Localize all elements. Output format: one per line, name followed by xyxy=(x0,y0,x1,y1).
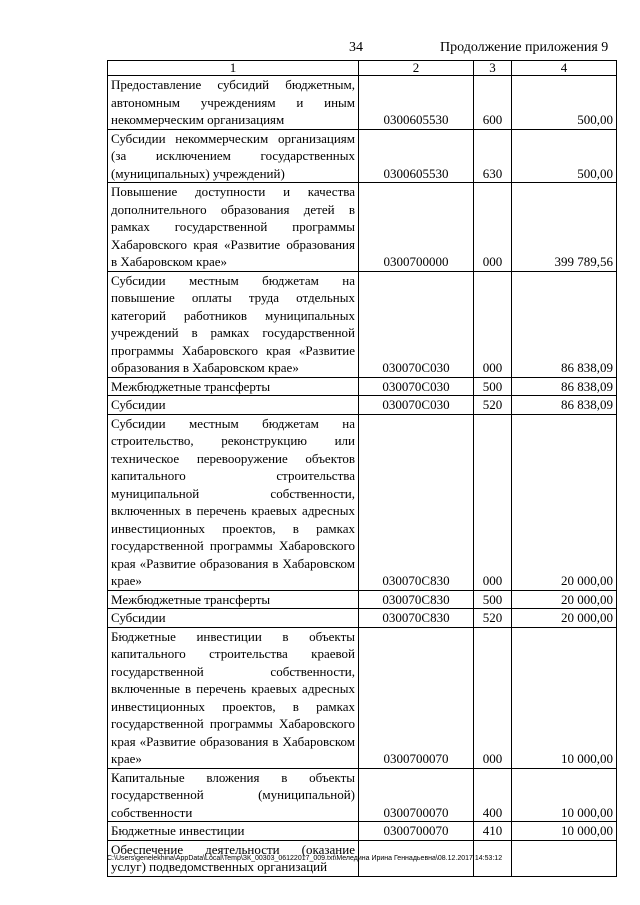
row-target-code-cell: 0300605530 xyxy=(359,129,474,183)
row-amount-cell: 500,00 xyxy=(512,76,617,130)
row-target-code-cell: 030070С830 xyxy=(359,609,474,628)
row-target-code-cell: 0300700070 xyxy=(359,768,474,822)
row-target-code-cell: 030070С030 xyxy=(359,271,474,377)
row-expense-type-cell: 500 xyxy=(474,590,512,609)
row-name-cell: Капитальные вложения в объекты государственной (муниципальной) собственности xyxy=(108,768,359,822)
row-expense-type-cell: 500 xyxy=(474,377,512,396)
row-target-code-cell: 030070С030 xyxy=(359,377,474,396)
column-header: 2 xyxy=(359,61,474,76)
row-amount-cell: 20 000,00 xyxy=(512,590,617,609)
appendix-continuation-label: Продолжение приложения 9 xyxy=(440,40,609,55)
row-target-code-cell: 030070С030 xyxy=(359,396,474,415)
table-row xyxy=(108,396,617,415)
table-header-row xyxy=(108,61,617,76)
row-expense-type-cell: 000 xyxy=(474,183,512,272)
row-amount-cell: 10 000,00 xyxy=(512,822,617,841)
row-amount-cell: 20 000,00 xyxy=(512,609,617,628)
row-expense-type-cell: 520 xyxy=(474,609,512,628)
row-amount-cell: 399 789,56 xyxy=(512,183,617,272)
row-name-cell: Межбюджетные трансферты xyxy=(108,590,359,609)
row-expense-type-cell: 520 xyxy=(474,396,512,415)
file-path-footer: C:\Users\genelekhina\AppData\Local\Temp\ЗК_00303_06122017_009.txt\Меледина Ирина Геннадьевна\08.12.2017 14:53:12 xyxy=(107,855,503,862)
row-name-cell: Межбюджетные трансферты xyxy=(108,377,359,396)
row-amount-cell: 10 000,00 xyxy=(512,768,617,822)
table-row xyxy=(108,627,617,768)
table-row xyxy=(108,76,617,130)
row-name-cell: Обеспечение деятельности (оказание услуг) подведомственных организаций xyxy=(108,840,359,876)
row-target-code-cell: 0300605530 xyxy=(359,76,474,130)
table-row xyxy=(108,414,617,590)
row-name-cell: Субсидии xyxy=(108,396,359,415)
row-amount-cell: 86 838,09 xyxy=(512,271,617,377)
page-header xyxy=(0,40,640,58)
column-header: 3 xyxy=(474,61,512,76)
row-amount-cell: 86 838,09 xyxy=(512,396,617,415)
row-amount-cell: 20 000,00 xyxy=(512,414,617,590)
row-expense-type-cell: 000 xyxy=(474,627,512,768)
row-expense-type-cell: 600 xyxy=(474,76,512,130)
row-name-cell: Субсидии некоммерческим организациям (за исключением государственных (муниципальных) учреждений) xyxy=(108,129,359,183)
row-name-cell: Предоставление субсидий бюджетным, автономным учреждениям и иным некоммерческим организациям xyxy=(108,76,359,130)
row-name-cell: Субсидии местным бюджетам на строительство, реконструкцию или техническое перевооружение объектов капитального строительства муниципальной собственности, включенных в перечень краевых адресных инвестиционных проектов, в рамках государственной программы Хабаровского края «Развитие образования в Хабаровском крае» xyxy=(108,414,359,590)
table-row xyxy=(108,609,617,628)
row-amount-cell: 500,00 xyxy=(512,129,617,183)
row-name-cell: Субсидии xyxy=(108,609,359,628)
table-row xyxy=(108,590,617,609)
row-name-cell: Бюджетные инвестиции xyxy=(108,822,359,841)
table-row xyxy=(108,377,617,396)
row-target-code-cell: 030070С830 xyxy=(359,590,474,609)
row-target-code-cell: 0300700070 xyxy=(359,822,474,841)
row-amount-cell: 10 000,00 xyxy=(512,627,617,768)
row-expense-type-cell: 000 xyxy=(474,414,512,590)
table-row xyxy=(108,768,617,822)
row-expense-type-cell: 000 xyxy=(474,271,512,377)
column-header: 1 xyxy=(108,61,359,76)
row-target-code-cell: 0300700000 xyxy=(359,183,474,272)
row-target-code-cell: 030070С830 xyxy=(359,414,474,590)
row-expense-type-cell: 400 xyxy=(474,768,512,822)
page-number: 34 xyxy=(349,40,363,55)
table-row xyxy=(108,183,617,272)
budget-table xyxy=(107,60,617,877)
row-expense-type-cell: 410 xyxy=(474,822,512,841)
row-name-cell: Субсидии местным бюджетам на повышение оплаты труда отдельных категорий работников муниципальных учреждений в рамках государственной программы Хабаровского края «Развитие образования в Хабаровском крае» xyxy=(108,271,359,377)
table-row xyxy=(108,129,617,183)
column-header: 4 xyxy=(512,61,617,76)
row-name-cell: Бюджетные инвестиции в объекты капитального строительства краевой государственной собственности, включенные в перечень краевых адресных инвестиционных проектов, в рамках государственной программы Хабаровского края «Развитие образования в Хабаровском крае» xyxy=(108,627,359,768)
table-row xyxy=(108,822,617,841)
table-body xyxy=(108,76,617,877)
row-target-code-cell: 0300700070 xyxy=(359,627,474,768)
row-expense-type-cell: 630 xyxy=(474,129,512,183)
row-name-cell: Повышение доступности и качества дополнительного образования детей в рамках государственной программы Хабаровского края «Развитие образования в Хабаровском крае» xyxy=(108,183,359,272)
table-row xyxy=(108,271,617,377)
row-amount-cell: 86 838,09 xyxy=(512,377,617,396)
